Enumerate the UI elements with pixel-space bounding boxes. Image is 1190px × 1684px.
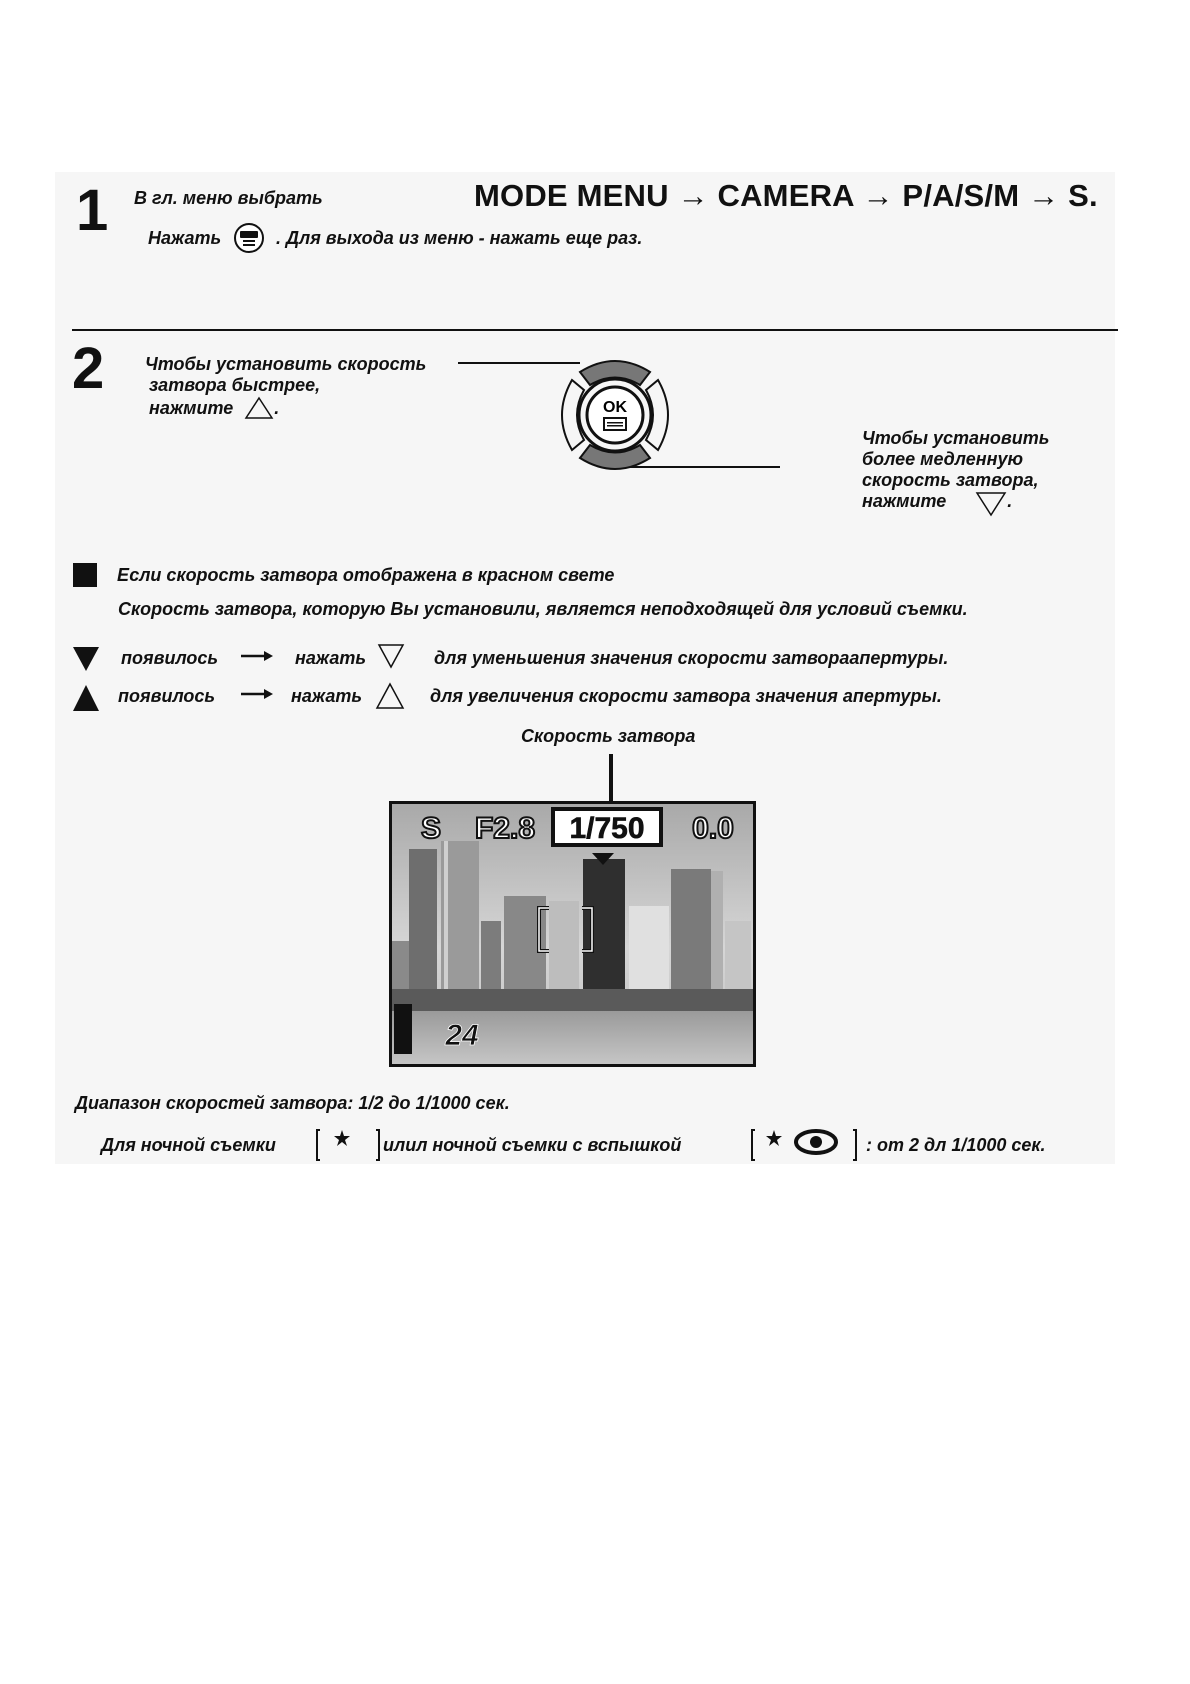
water bbox=[389, 1011, 756, 1067]
battery-bar bbox=[394, 1004, 412, 1054]
night-mode-middle: илил ночной съемки с вспышкой bbox=[383, 1135, 682, 1155]
night-mode-prefix: Для ночной съемки bbox=[101, 1135, 276, 1155]
warning-description: Скорость затвора, которую Вы установили, является неподходящей для условий съемки. bbox=[118, 599, 968, 619]
warning-title: Если скорость затвора отображена в красном свете bbox=[117, 565, 615, 585]
step-1-intro: В гл. меню выбрать bbox=[134, 188, 323, 208]
step-1-menu-path: MODE MENU → CAMERA → P/A/S/M → S. bbox=[474, 178, 1098, 213]
faster-instruction bbox=[145, 354, 426, 420]
shutter-speed-caption: Скорость затвора bbox=[521, 726, 696, 746]
down-triangle-icon bbox=[377, 643, 405, 669]
shutter-speed-value: 1/750 bbox=[569, 812, 645, 845]
row-1-press: нажать bbox=[295, 648, 367, 668]
shutter-range-text: Диапазон скоростей затвора: 1/2 до 1/1000 сек. bbox=[75, 1093, 510, 1113]
arrow-right-icon bbox=[240, 648, 274, 664]
row-2-action: для увеличения скорости затвора значения апертуры. bbox=[430, 686, 942, 706]
exposure-compensation: 0.0 bbox=[692, 812, 734, 845]
up-triangle-icon bbox=[244, 396, 274, 420]
slower-line-3: скорость затвора, bbox=[862, 470, 1039, 490]
step-1-press-label: Нажать bbox=[148, 228, 222, 248]
faster-line-2: затвора быстрее, bbox=[149, 375, 321, 395]
up-indicator-icon bbox=[72, 684, 100, 712]
down-indicator-icon bbox=[72, 646, 100, 672]
step-2-number: 2 bbox=[72, 336, 105, 401]
step-1-exit-text: . Для выхода из меню - нажать еще раз. bbox=[276, 228, 643, 248]
down-triangle-icon bbox=[975, 491, 1007, 517]
row-2-appeared: появилось bbox=[118, 686, 216, 706]
mode-indicator: S bbox=[420, 812, 442, 845]
faster-line-3: нажмите bbox=[149, 398, 234, 418]
slower-instruction bbox=[862, 428, 1050, 517]
remaining-shots: 24 bbox=[445, 1019, 479, 1052]
slower-dot: . bbox=[1007, 491, 1013, 511]
slower-line-4: нажмите bbox=[862, 491, 947, 511]
row-2-press: нажать bbox=[291, 686, 363, 706]
faster-dot: . bbox=[274, 398, 280, 418]
step-1-number: 1 bbox=[76, 178, 109, 243]
night-scene-icon bbox=[316, 1124, 380, 1164]
slower-leader-line bbox=[630, 466, 780, 468]
dial-ok-label: OK bbox=[603, 399, 627, 416]
lcd-screen-preview bbox=[389, 801, 756, 1067]
slower-line-2: более медленную bbox=[862, 449, 1024, 469]
night-mode-suffix: : от 2 дл 1/1000 сек. bbox=[866, 1135, 1046, 1155]
night-scene-flash-icon bbox=[750, 1124, 858, 1164]
ok-menu-button-icon bbox=[233, 222, 265, 254]
slower-line-1: Чтобы установить bbox=[862, 428, 1050, 448]
up-triangle-icon bbox=[375, 682, 405, 710]
faster-line-1: Чтобы установить скорость bbox=[145, 354, 427, 374]
row-1-appeared: появилось bbox=[121, 648, 219, 668]
warning-bullet bbox=[73, 563, 97, 587]
row-1-action: для уменьшения значения скорости затвораапертуры. bbox=[434, 648, 949, 668]
faster-leader-line bbox=[458, 362, 580, 364]
arrow-right-icon bbox=[240, 686, 274, 702]
section-divider bbox=[72, 329, 1118, 331]
aperture-value: F2.8 bbox=[474, 812, 536, 845]
